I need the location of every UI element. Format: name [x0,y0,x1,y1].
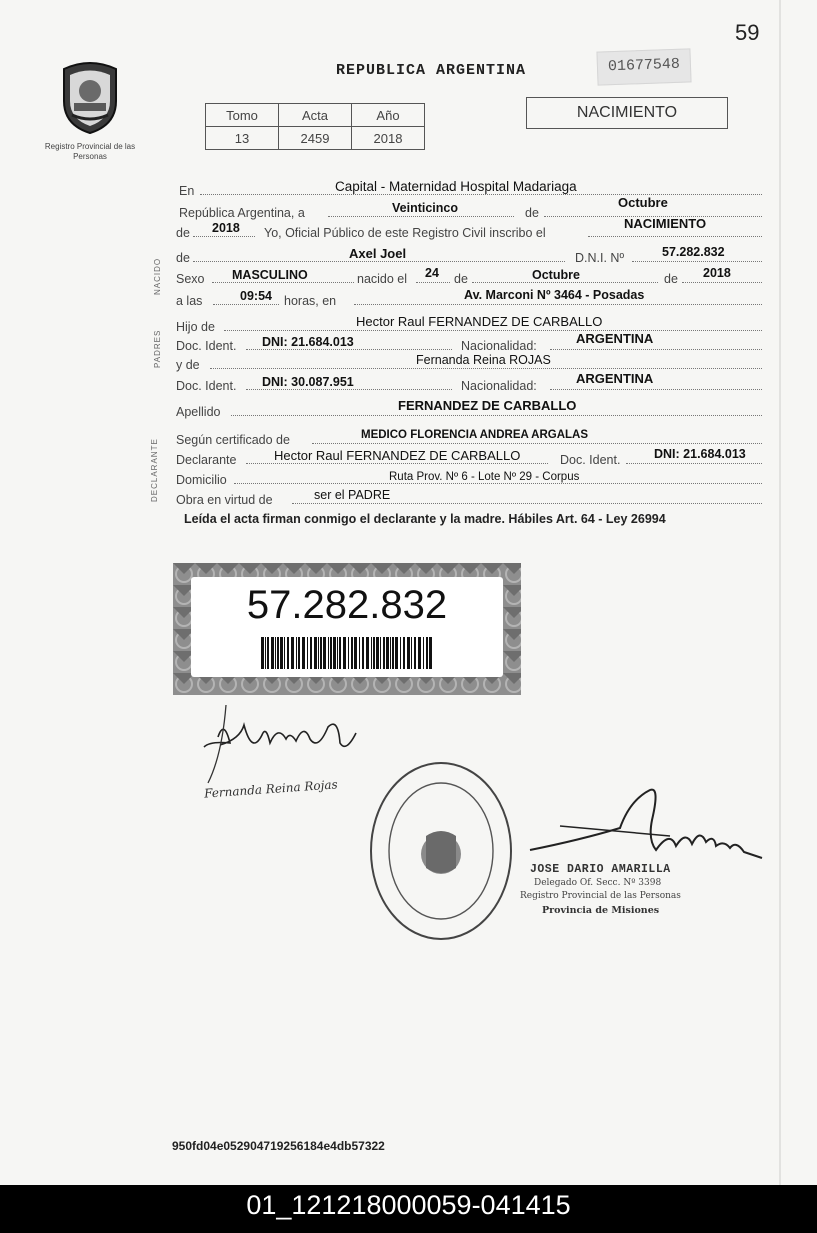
row-obra [176,487,762,507]
barcode-bar [323,637,326,669]
dotted-line [246,389,452,390]
dotted-line [224,330,762,331]
dotted-line [328,216,514,217]
barcode-bar [395,637,398,669]
barcode-bar [280,637,283,669]
dotted-line [193,236,255,237]
label-nacionalidad: Nacionalidad: [461,379,537,393]
official-province: Provincia de Misiones [542,905,660,916]
official-org: Registro Provincial de las Personas [520,891,681,901]
label-horas-en: horas, en [284,294,337,308]
dni-number: 57.282.832 [246,583,448,627]
row-en [176,178,762,198]
barcode-bar [400,637,401,669]
row-hora [176,288,762,308]
barcode-bar [426,637,428,669]
label-apellido: Apellido [176,405,221,419]
label-hijo-de: Hijo de [176,320,215,334]
official-role: Delegado Of. Secc. Nº 3398 [534,878,662,888]
value-madre: Fernanda Reina ROJAS [416,353,551,367]
value-madre-nac: ARGENTINA [576,371,654,386]
barcode-bar [429,637,432,669]
register-header-row [206,104,425,127]
dotted-line [231,415,762,416]
barcode-bar [348,637,349,669]
barcode-bar [291,637,294,669]
dotted-line [626,463,762,464]
row-nombre [176,245,762,265]
barcode-bar [307,637,308,669]
serial-stamp: 01677548 [596,48,691,85]
barcode-bar [362,637,364,669]
barcode-bar [328,637,329,669]
label-de: de [176,251,190,265]
value-place: Capital - Maternidad Hospital Madariaga [335,179,577,194]
label-obra: Obra en virtud de [176,493,273,507]
register-header-tomo: Tomo [206,104,279,127]
label-de: de [176,226,190,240]
barcode-bar [318,637,319,669]
value-hora: 09:54 [240,289,272,303]
barcode-bar [390,637,391,669]
barcode-bar [371,637,372,669]
barcode-bar [275,637,276,669]
label-de: de [454,272,468,286]
province-logo [40,55,140,162]
label-republica: República Argentina, a [179,206,305,220]
barcode-bar [366,637,369,669]
official-seal-icon [366,756,516,946]
register-value-anio: 2018 [352,127,425,150]
label-dni: D.N.I. Nº [575,251,625,265]
label-en: En [179,184,195,198]
label-a-las: a las [176,294,203,308]
handwritten-name: Fernanda Reina Rojas [203,777,339,801]
dotted-line [213,304,279,305]
barcode-bar [411,637,412,669]
value-padre: Hector Raul FERNANDEZ DE CARBALLO [356,314,603,329]
barcode-bar [267,637,269,669]
label-yo-oficial: Yo, Oficial Público de este Registro Civil inscribo el [264,226,546,240]
dni-card [191,577,503,677]
value-dia: Veinticinco [392,201,458,215]
dotted-line [212,282,354,283]
barcode-bar [320,637,322,669]
label-nacido-el: nacido el [357,272,408,286]
value-sexo: MASCULINO [232,268,308,282]
dotted-line [632,261,762,262]
register-value-row [206,127,425,150]
value-apellido: FERNANDEZ DE CARBALLO [398,398,577,413]
label-doc-ident: Doc. Ident. [560,453,621,467]
dotted-line [210,368,762,369]
value-declarante: Hector Raul FERNANDEZ DE CARBALLO [274,448,521,463]
barcode-bar [376,637,379,669]
document-title: REPUBLICA ARGENTINA [336,62,527,79]
row-declarante [176,447,762,467]
barcode-bar [284,637,285,669]
register-header-anio: Año [352,104,425,127]
value-mes: Octubre [618,195,668,210]
barcode-bar [296,637,297,669]
register-value-tomo: 13 [206,127,279,150]
barcode-bar [354,637,357,669]
side-label-declarante: DECLARANTE [150,438,159,502]
side-label-nacido: NACIDO [153,257,162,295]
barcode-bar [265,637,266,669]
row-domicilio [176,467,762,487]
value-obra: ser el PADRE [314,488,391,502]
dotted-line [588,236,762,237]
value-lugar: Av. Marconi Nº 3464 - Posadas [464,288,645,302]
barcode-bar [330,637,332,669]
dotted-line [246,349,452,350]
label-doc-ident: Doc. Ident. [176,379,237,393]
barcode-bar [343,637,346,669]
file-id-footer: 01_121218000059-041415 [0,1185,817,1233]
value-anio: 2018 [212,221,240,235]
dotted-line [472,282,658,283]
label-sexo: Sexo [176,272,205,286]
label-certificado: Según certificado de [176,433,290,447]
legal-legend: Leída el acta firman conmigo el declarante y la madre. Hábiles Art. 64 - Ley 26994 [184,512,666,526]
barcode-bar [359,637,360,669]
row-padre-doc [176,333,762,353]
value-certificado: MEDICO FLORENCIA ANDREA ARGALAS [361,429,589,441]
barcode-bar [298,637,300,669]
row-certificado [176,427,762,447]
barcode-bar [386,637,389,669]
barcode-bar [403,637,405,669]
value-nac-mes: Octubre [532,268,580,282]
value-inscribe: NACIMIENTO [624,216,707,231]
official-name: JOSE DARIO AMARILLA [530,863,671,876]
dotted-line [354,304,762,305]
label-nacionalidad: Nacionalidad: [461,339,537,353]
barcode-bar [287,637,289,669]
dotted-line [292,503,762,504]
barcode-bar [351,637,353,669]
barcode-bar [261,637,264,669]
value-domicilio: Ruta Prov. Nº 6 - Lote Nº 29 - Corpus [389,471,580,483]
barcode-bar [380,637,381,669]
label-de: de [525,206,539,220]
label-de: de [664,272,678,286]
barcode-bar [310,637,312,669]
barcode-bar [302,637,305,669]
dotted-line [550,349,762,350]
dotted-line [550,389,762,390]
dotted-line [416,282,450,283]
register-header-acta: Acta [279,104,352,127]
dotted-line [312,443,762,444]
barcode-bar [383,637,385,669]
value-nac-dia: 24 [425,266,439,280]
barcode-bar [271,637,274,669]
barcode-bar [333,637,336,669]
row-madre [176,352,762,372]
register-value-acta: 2459 [279,127,352,150]
row-hijo [176,314,762,334]
value-nombre: Axel Joel [349,246,407,261]
barcode-bar [418,637,421,669]
value-padre-nac: ARGENTINA [576,331,654,346]
row-sexo [176,266,762,286]
coat-of-arms-icon [58,55,122,135]
document-hash: 950fd04e052904719256184e4db57322 [172,1139,385,1153]
barcode-bar [314,637,317,669]
value-madre-doc: DNI: 30.087.951 [262,375,354,389]
value-padre-doc: DNI: 21.684.013 [262,335,354,349]
row-madre-doc [176,373,762,393]
page-fold [779,0,781,1185]
barcode-bar [337,637,338,669]
barcode-icon [261,637,433,669]
barcode-bar [407,637,410,669]
value-dni: 57.282.832 [662,245,725,259]
value-declarante-doc: DNI: 21.684.013 [654,447,746,461]
side-label-padres: PADRES [153,329,162,368]
barcode-bar [423,637,424,669]
dni-sticker [173,563,521,695]
dotted-line [200,194,762,195]
barcode-bar [373,637,375,669]
row-apellido [176,399,762,419]
label-domicilio: Domicilio [176,473,227,487]
row-inscribe [176,216,762,240]
barcode-bar [339,637,341,669]
act-type-box: NACIMIENTO [526,97,728,129]
label-doc-ident: Doc. Ident. [176,339,237,353]
label-y-de: y de [176,358,200,372]
barcode-bar [277,637,279,669]
dotted-line [234,483,762,484]
register-table [205,103,425,150]
page-number: 59 [735,20,760,45]
logo-caption: Registro Provincial de las Personas [44,142,136,161]
barcode-bar [392,637,394,669]
dotted-line [682,282,762,283]
dotted-line [193,261,565,262]
label-declarante: Declarante [176,453,237,467]
barcode-bar [414,637,416,669]
dotted-line [246,463,548,464]
value-nac-anio: 2018 [703,266,731,280]
